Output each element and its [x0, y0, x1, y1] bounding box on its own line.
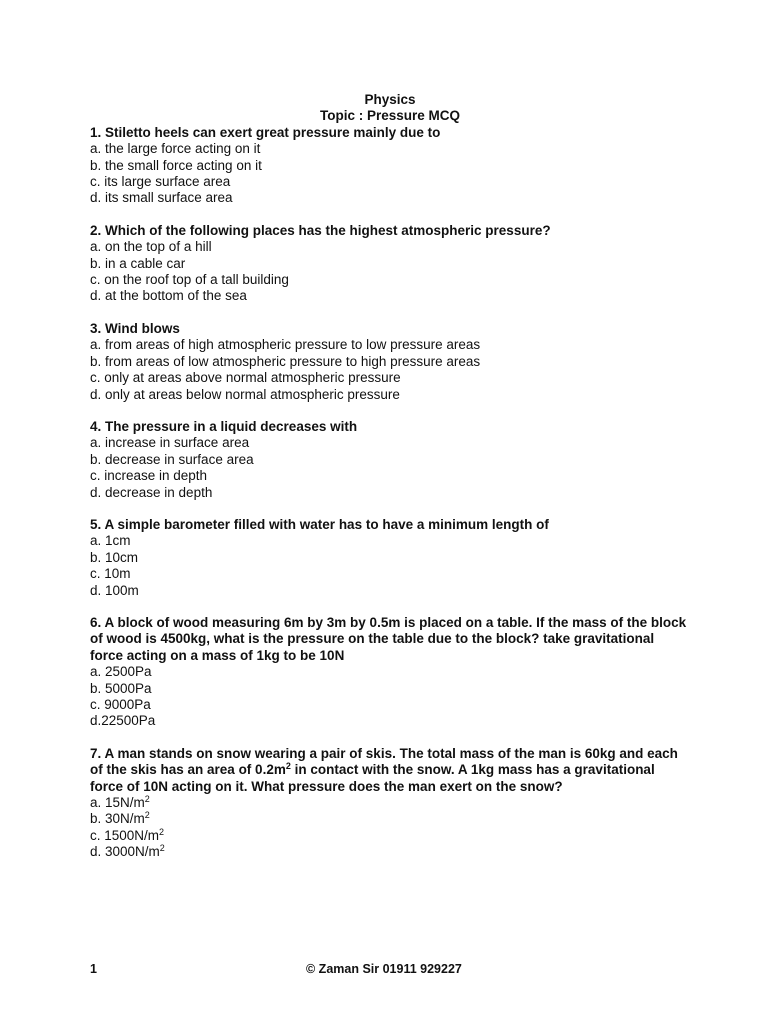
option: d. decrease in depth: [90, 484, 213, 500]
question-list: [90, 125, 690, 730]
option: c. $1500N/m^2$: [90, 826, 165, 843]
question-text: 7. A man stands on snow wearing a pair of skis. The total mass of the man is 60kg and each of the skis has an area of $0.2m^2$ in contact with the snow. A 1kg mass has a gravitational force of 10N acting on it. What pressure does the man exert on the snow?: [90, 745, 678, 794]
question-text: 3. Wind blows: [90, 320, 180, 336]
option: d. 100m: [90, 582, 139, 598]
question-text: 5. A simple barometer filled with water has to have a minimum length of: [90, 516, 549, 532]
option: a. increase in surface area: [90, 435, 250, 451]
question-text: 4. The pressure in a liquid decreases with: [90, 418, 358, 434]
question-text: 6. A block of wood measuring 6m by 3m by 0.5m is placed on a table. If the mass of the block of wood is 4500kg, what is the pressure on the table due to the block? take gravitational force acting on a mass of 1kg to be 10N: [90, 614, 687, 663]
option: a. on the top of a hill: [90, 239, 212, 255]
question-2: [90, 223, 690, 305]
option: b. 10cm: [90, 549, 139, 565]
question-3: [90, 321, 690, 403]
option: c. its large surface area: [90, 174, 231, 190]
option: a. 1cm: [90, 533, 131, 549]
option: b. 5000Pa: [90, 680, 152, 696]
question-text: 2. Which of the following places has the highest atmospheric pressure?: [90, 222, 551, 238]
option: c. on the roof top of a tall building: [90, 272, 289, 288]
question-text: 1. Stiletto heels can exert great pressure mainly due to: [90, 124, 441, 140]
option: c. 10m: [90, 566, 131, 582]
option: d. only at areas below normal atmospheric pressure: [90, 386, 400, 402]
copyright-text: © Zaman Sir 01911 929227: [306, 962, 462, 976]
option: a. the large force acting on it: [90, 141, 261, 157]
topic-title: Topic : Pressure MCQ: [319, 108, 461, 124]
option: d. $3000N/m^2$: [90, 843, 165, 860]
document-page: [90, 92, 690, 877]
option: b. from areas of low atmospheric pressure to high pressure areas: [90, 353, 481, 369]
option: d. its small surface area: [90, 190, 233, 206]
page-number: 1: [90, 962, 97, 976]
option: c. only at areas above normal atmospheric pressure: [90, 370, 401, 386]
option: a. 2500Pa: [90, 664, 152, 680]
option: d. at the bottom of the sea: [90, 288, 247, 304]
question-7: [90, 746, 690, 861]
option: d.22500Pa: [90, 713, 156, 729]
subject-title: Physics: [364, 92, 416, 107]
option: b. the small force acting on it: [90, 157, 262, 173]
option: c. increase in depth: [90, 468, 208, 484]
option: b. $30N/m^2$: [90, 810, 150, 827]
question-5: [90, 517, 690, 599]
option: a. $15N/m^2$: [90, 794, 150, 811]
option: c. 9000Pa: [90, 697, 151, 712]
question-4: [90, 419, 690, 501]
option: b. in a cable car: [90, 255, 186, 271]
option: a. from areas of high atmospheric pressure to low pressure areas: [90, 337, 481, 353]
question-6: [90, 615, 690, 730]
option: b. decrease in surface area: [90, 451, 254, 467]
question-1: [90, 125, 690, 207]
